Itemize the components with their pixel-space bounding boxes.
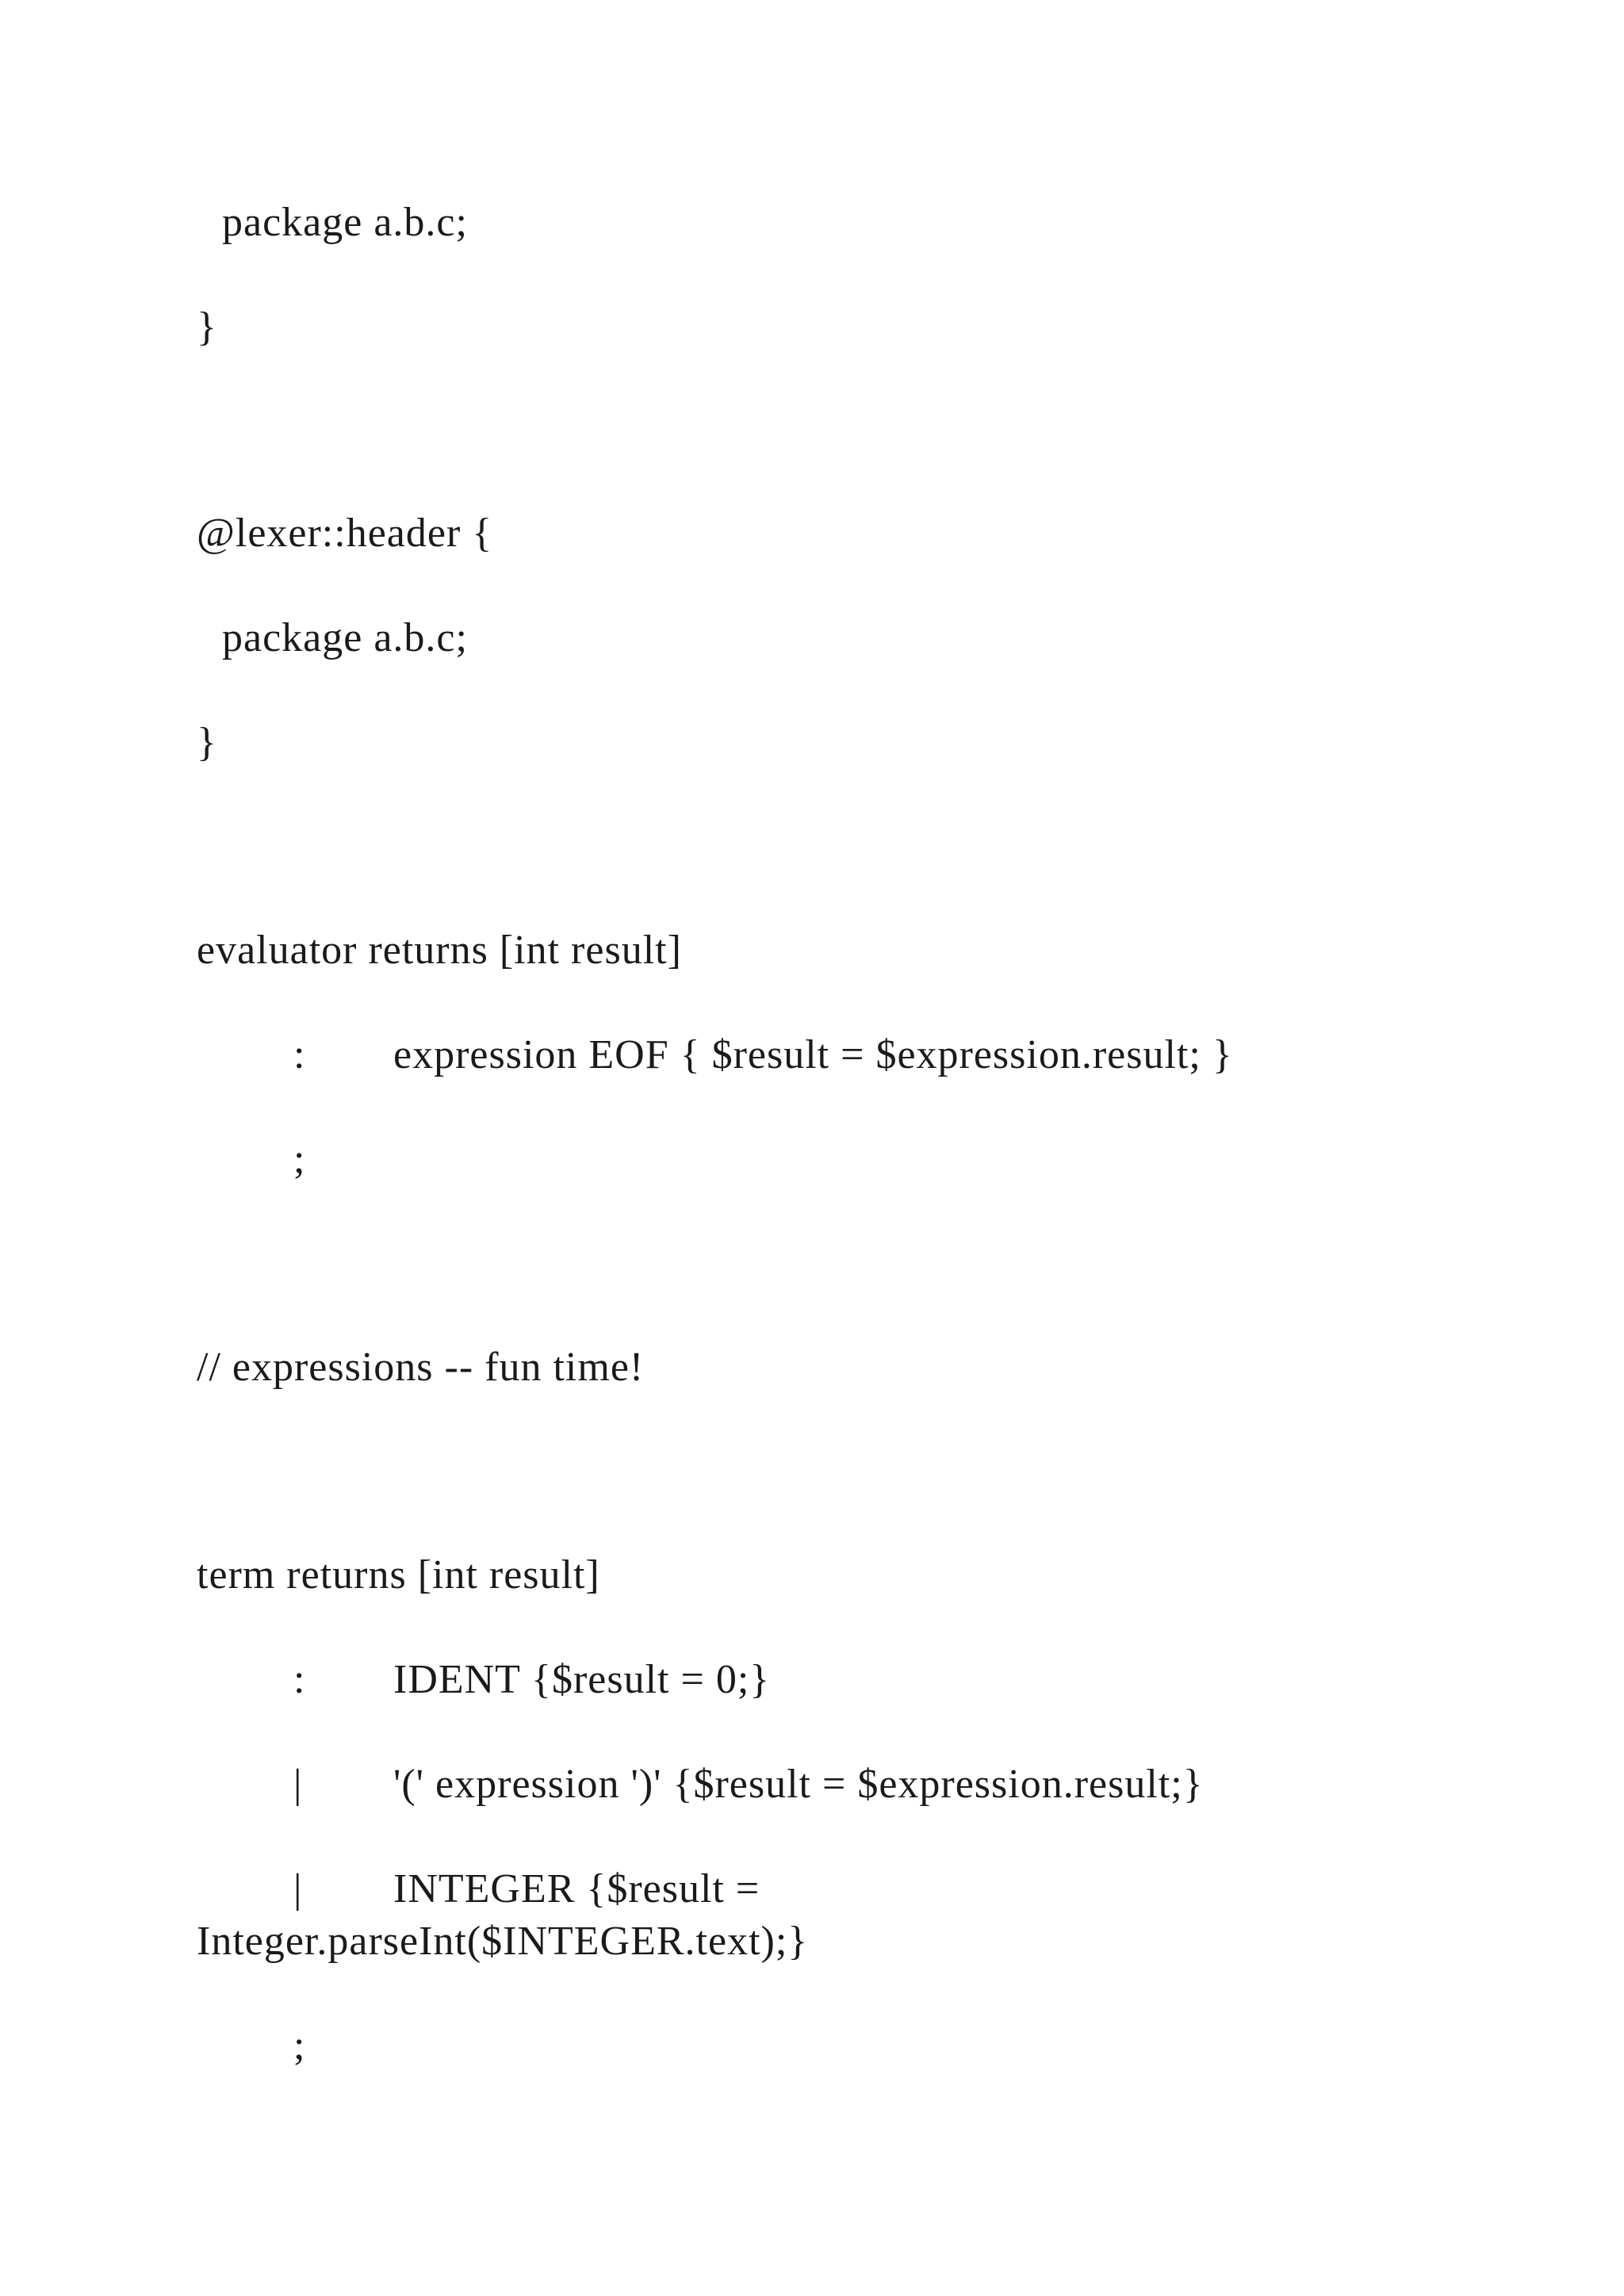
code-line-term-rule: term returns [int result] — [197, 1552, 600, 1598]
code-line-comment: // expressions -- fun time! — [197, 1345, 645, 1390]
code-line-term-colon: : — [293, 1657, 306, 1702]
code-line-package-2: package a.b.c; — [222, 615, 468, 660]
code-line-evaluator-body: expression EOF { $result = $expression.result; } — [393, 1032, 1233, 1077]
code-line-close-brace-2: } — [197, 720, 217, 765]
code-line-term-pipe-1: | — [293, 1762, 303, 1807]
code-line-package-1: package a.b.c; — [222, 200, 468, 245]
code-line-evaluator-colon: : — [293, 1032, 306, 1077]
code-line-evaluator-semicolon: ; — [293, 1137, 306, 1182]
code-line-term-integer-continuation: Integer.parseInt($INTEGER.text);} — [197, 1919, 809, 1964]
code-line-lexer-header: @lexer::header { — [197, 511, 493, 556]
code-line-term-semicolon: ; — [293, 2023, 306, 2068]
code-line-close-brace-1: } — [197, 304, 217, 350]
code-line-term-ident: IDENT {$result = 0;} — [393, 1657, 771, 1702]
code-line-term-paren: '(' expression ')' {$result = $expression.result;} — [393, 1762, 1204, 1807]
code-line-term-integer: INTEGER {$result = — [393, 1866, 760, 1911]
code-line-evaluator-rule: evaluator returns [int result] — [197, 928, 682, 973]
code-line-term-pipe-2: | — [293, 1866, 303, 1911]
